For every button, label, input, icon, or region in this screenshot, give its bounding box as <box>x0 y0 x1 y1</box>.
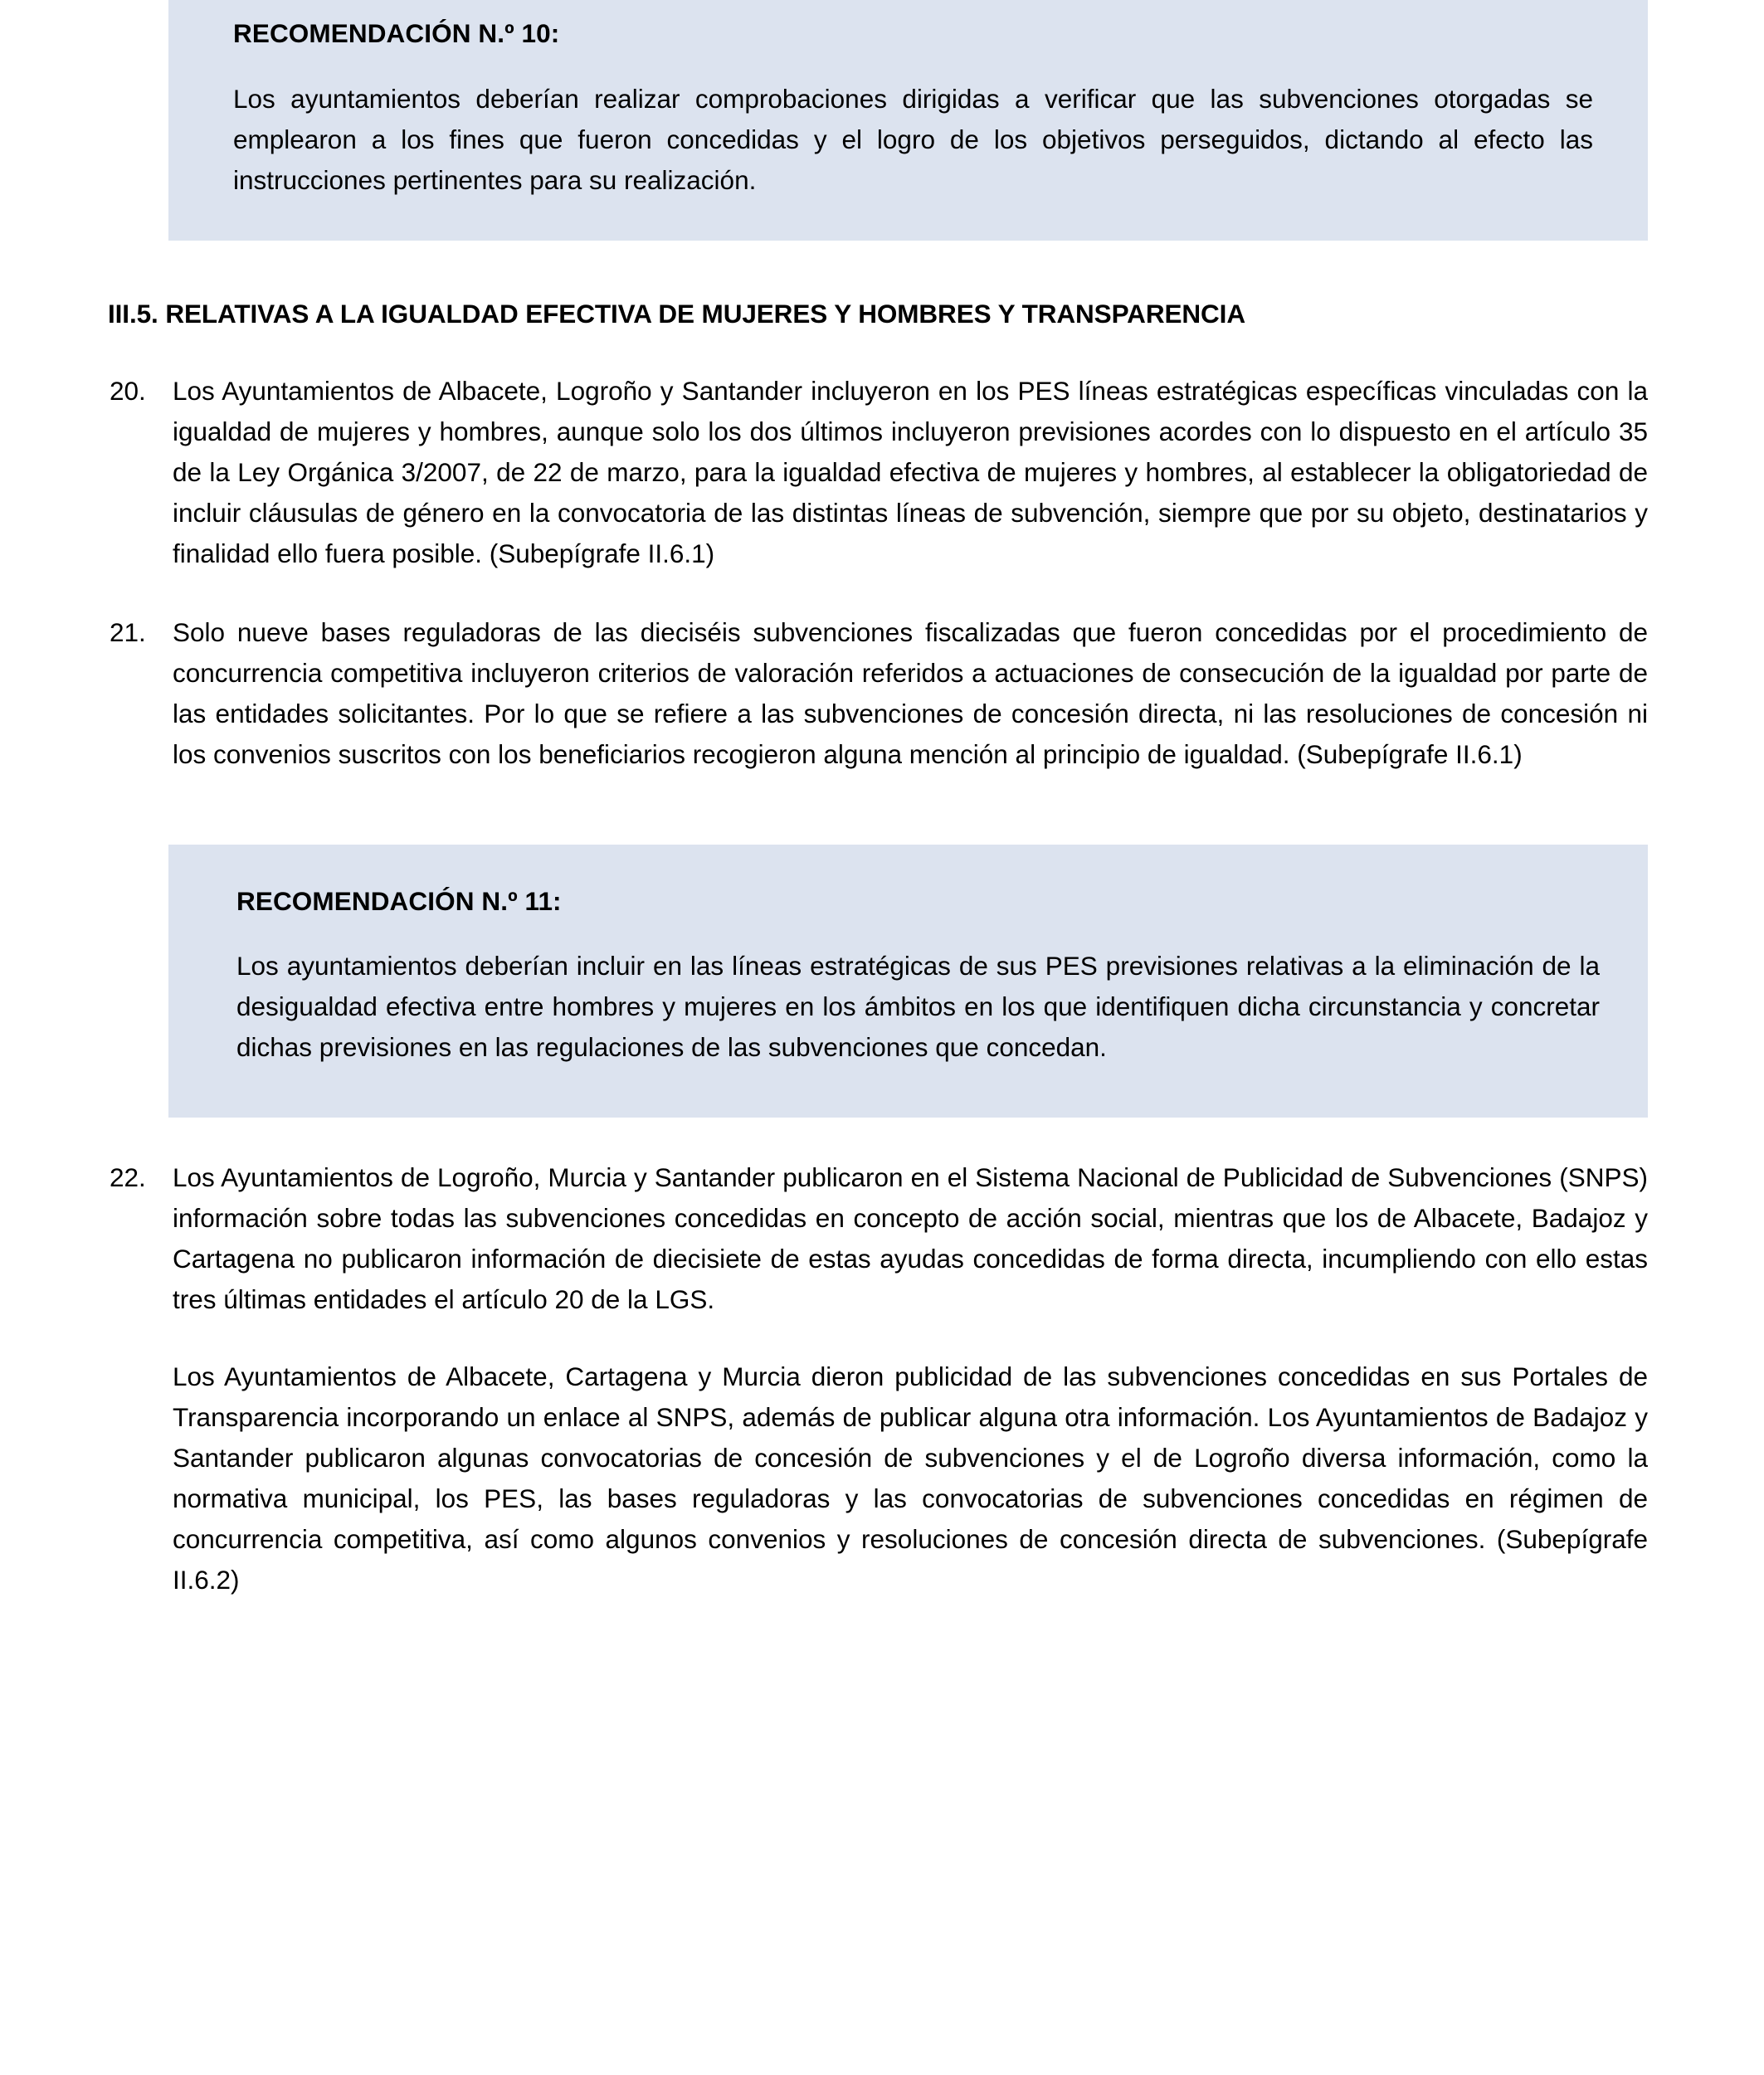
item-22-body <box>173 1157 1648 1600</box>
item-21-paragraph-1: Solo nueve bases reguladoras de las dieciséis subvenciones fiscalizadas que fueron concedidas por el procedimiento de concurrencia competitiva incluyeron criterios de valoración referidos a actuaciones de consecución de la igualdad por parte de las entidades solicitantes. Por lo que se refiere a las subvenciones de concesión directa, ni las resoluciones de concesión ni los convenios suscritos con los beneficiarios recogieron alguna mención al principio de igualdad. (Subepígrafe II.6.1) <box>173 616 1648 769</box>
recommendation-10-body: Los ayuntamientos deberían realizar comprobaciones dirigidas a verificar que las subvenciones otorgadas se emplearon a los fines que fueron concedidas y el logro de los objetivos perseguidos, dictando al efecto las instrucciones pertinentes para su realización. <box>233 83 1593 195</box>
recommendation-11-callout <box>168 845 1648 1118</box>
item-22-number: 22. <box>110 1162 146 1193</box>
recommendation-10-title: RECOMENDACIÓN N.º 10: <box>233 18 560 48</box>
item-21-number: 21. <box>110 616 146 647</box>
section-heading-iii-5: III.5. RELATIVAS A LA IGUALDAD EFECTIVA DE MUJERES Y HOMBRES Y TRANSPARENCIA <box>108 298 1245 329</box>
item-20-paragraph-1: Los Ayuntamientos de Albacete, Logroño y Santander incluyeron en los PES líneas estratégicas específicas vinculadas con la igualdad de mujeres y hombres, aunque solo los dos últimos incluyeron previsiones acordes con lo dispuesto en el artículo 35 de la Ley Orgánica 3/2007, de 22 de marzo, para la igualdad efectiva de mujeres y hombres, al establecer la obligatoriedad de incluir cláusulas de género en la convocatoria de las distintas líneas de subvención, siempre que por su objeto, destinatarios y finalidad ello fuera posible. (Subepígrafe II.6.1) <box>173 375 1648 568</box>
item-20-number: 20. <box>110 375 146 406</box>
recommendation-11-title: RECOMENDACIÓN N.º 11: <box>236 885 562 916</box>
numbered-item-20 <box>108 371 1648 574</box>
recommendation-11-body: Los ayuntamientos deberían incluir en las líneas estratégicas de sus PES previsiones relativas a la eliminación de la desigualdad efectiva entre hombres y mujeres en los ámbitos en los que identifiquen dicha circunstancia y concretar dichas previsiones en las regulaciones de las subvenciones que concedan. <box>236 951 1600 1063</box>
item-21-body <box>173 612 1648 775</box>
item-22-paragraph-2: Los Ayuntamientos de Albacete, Cartagena y Murcia dieron publicidad de las subvenciones concedidas en sus Portales de Transparencia incorporando un enlace al SNPS, además de publicar alguna otra información. Los Ayuntamientos de Badajoz y Santander publicaron algunas convocatorias de concesión de subvenciones y el de Logroño diversa información, como la normativa municipal, los PES, las bases reguladoras y las convocatorias de subvenciones concedidas en régimen de concurrencia competitiva, así como algunos convenios y resoluciones de concesión directa de subvenciones. (Subepígrafe II.6.2) <box>173 1361 1648 1595</box>
item-22-paragraph-1: Los Ayuntamientos de Logroño, Murcia y Santander publicaron en el Sistema Nacional de Publicidad de Subvenciones (SNPS) información sobre todas las subvenciones concedidas en concepto de acción social, mientras que los de Albacete, Badajoz y Cartagena no publicaron información de diecisiete de estas ayudas concedidas de forma directa, incumpliendo con ello estas tres últimas entidades el artículo 20 de la LGS. <box>173 1162 1648 1315</box>
item-20-body <box>173 371 1648 574</box>
recommendation-10-callout <box>168 0 1648 241</box>
numbered-item-21 <box>108 612 1648 775</box>
numbered-item-22 <box>108 1157 1648 1600</box>
